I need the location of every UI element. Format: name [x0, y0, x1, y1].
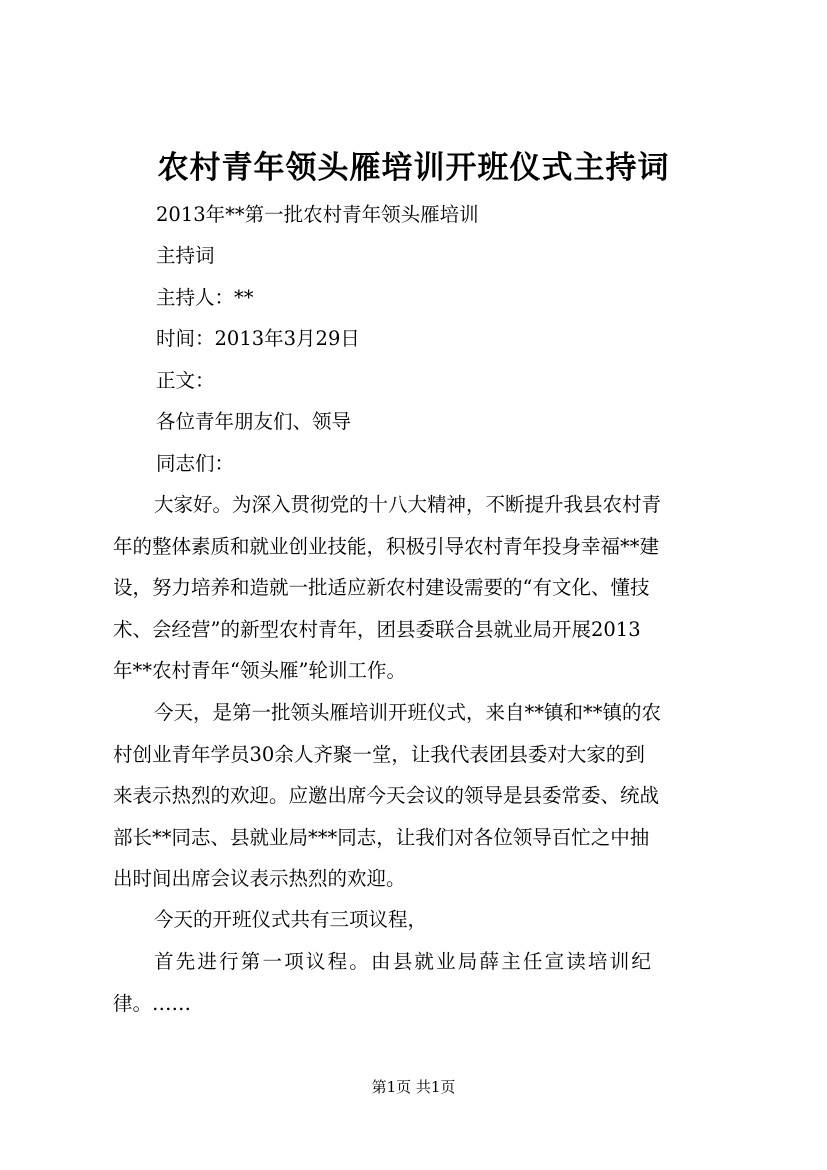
paragraph-first-item: [113, 941, 723, 1024]
paragraph-line: 首先进行第一项议程。由县就业局薛主任宣读培训纪: [154, 950, 654, 973]
paragraph-line: 村创业青年学员30余人齐聚一堂，让我代表团县委对大家的到: [113, 742, 645, 766]
paragraph-line: 来表示热烈的欢迎。应邀出席今天会议的领导是县委常委、统战: [113, 784, 660, 807]
paragraph-agenda: [113, 899, 723, 941]
paragraph-line: 部长**同志、县就业局***同志，让我们对各位领导百忙之中抽: [113, 825, 650, 849]
paragraph-line: 大家好。为深入贯彻党的十八大精神，不断提升我县农村青: [154, 493, 662, 516]
paragraph-line: 律。……: [113, 991, 192, 1015]
header-line-body-label: 正文：: [156, 369, 215, 392]
header-line-host: 主持人：**: [156, 286, 254, 309]
header-line-salutation-cont: 同志们：: [156, 452, 235, 475]
paragraph-line: 术、会经营”的新型农村青年，团县委联合县就业局开展2013: [113, 617, 641, 641]
paragraph-line: 出时间出席会议表示热烈的欢迎。: [113, 867, 406, 890]
page-footer: 第1页 共1页: [371, 1078, 456, 1096]
header-line-date: 时间：2013年3月29日: [156, 327, 360, 350]
paragraph-line: 年的整体素质和就业创业技能，积极引导农村青年投身幸福**建: [113, 534, 660, 558]
header-line-event: 2013年**第一批农村青年领头雁培训: [156, 203, 479, 226]
paragraph-line: 今天的开班仪式共有三项议程，: [154, 908, 428, 931]
paragraph-opening: [113, 484, 723, 692]
paragraph-line: 年**农村青年“领头雁”轮训工作。: [113, 659, 406, 682]
paragraph-line: 设，努力培养和造就一批适应新农村建设需要的“有文化、懂技: [113, 576, 650, 599]
header-line-salutation: 各位青年朋友们、领导: [156, 410, 352, 433]
paragraph-welcome: [113, 692, 723, 900]
document-title: 农村青年领头雁培训开班仪式主持词: [157, 150, 670, 186]
header-line-speech-type: 主持词: [156, 244, 215, 267]
paragraph-line: 今天，是第一批领头雁培训开班仪式，来自**镇和**镇的农: [154, 701, 662, 724]
